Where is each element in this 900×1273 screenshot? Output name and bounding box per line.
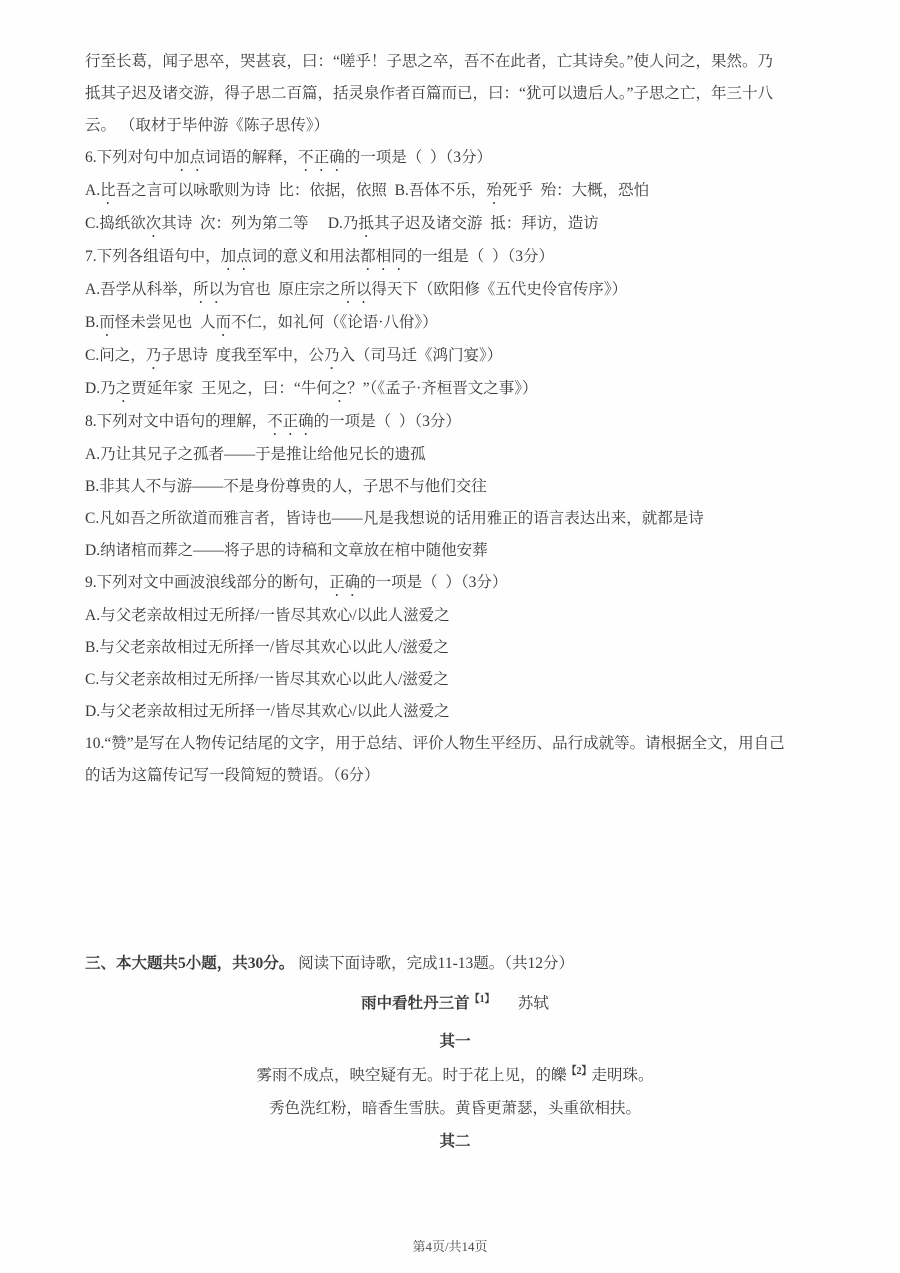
text-segment: 比 [100,182,116,199]
text-segment: A. [85,182,101,199]
q10-text-2 [85,760,825,792]
page-footer: 第4页/共14页 [412,1239,488,1254]
q8-option-b [85,471,825,503]
q6-option-ab [85,175,825,208]
text-segment: 【1】 [469,993,495,1005]
text-segment: 子思诗 度我至军中，公 [161,347,324,364]
text-segment: B. [85,314,100,331]
text-segment: 三、本大题共5小题，共30分。 [85,955,295,972]
text-segment: 9.下列对文中画波浪线部分的断句， [85,574,330,591]
text-segment: 其诗 次：列为第二等 D.乃 [161,215,359,232]
poem-line-1 [85,1060,825,1092]
text-segment: 所以 [193,281,225,298]
text-segment: 云。 （取材于毕仲游《陈子思传》） [85,117,330,134]
q6-stem [85,142,825,175]
text-segment: 其子迟及诸交游 抵：拜访，造访 [373,215,599,232]
q7-option-c [85,340,825,373]
passage-line-1 [85,46,825,78]
q9-stem [85,567,825,600]
text-segment: D.与父老亲故相过无所择一/皆尽其欢心/以此人滋爱之 [85,703,450,720]
text-segment: 次 [145,215,162,232]
text-segment: 阅读下面诗歌，完成11-13题。（共12分） [294,955,574,972]
poem-part-2-label [85,1126,825,1158]
text-segment: 贾延年家 王见之，曰：“牛何 [131,380,332,397]
text-segment: 行至长葛，闻子思卒，哭甚哀，曰：“嗟乎！子思之卒，吾不在此者，亡其诗矣。”使人问之，果然。乃 [85,53,774,70]
text-segment: 雾雨不成点，映空疑有无。时于花上见，的皪 [256,1067,567,1084]
q8-option-d [85,535,825,567]
q7-option-a [85,274,825,307]
q9-option-a [85,600,825,632]
text-segment: 词语的解释， [205,149,299,166]
poem-line-2 [85,1093,825,1125]
poem-part-1-label [85,1026,825,1058]
passage-line-2 [85,78,825,110]
poem-title [85,988,825,1020]
text-segment: A.乃让其兄子之孤者——于是推让给他兄长的遗孤 [85,446,426,463]
text-segment: 入（司马迁《鸿门宴》） [339,347,503,364]
q8-stem [85,406,825,439]
text-segment: A.吾学从科举， [85,281,194,298]
text-segment: 秀色洗红粉，暗香生雪肤。黄昏更萧瑟，头重欲相扶。 [268,1100,641,1117]
text-segment: 不仁，如礼何（《论语·八佾》） [231,314,438,331]
text-segment: 之 [331,380,348,397]
text-segment: 殆 [486,182,502,199]
q7-option-b [85,307,825,340]
q10-text-1 [85,728,825,760]
text-segment: B.非其人不与游——不是身份尊贵的人，子思不与他们交往 [85,478,487,495]
text-segment: 而 [215,314,232,331]
text-segment: 8.下列对文中语句的理解， [85,413,268,430]
text-segment: 的一项是（ ）（3分） [344,149,492,166]
text-segment: D.乃 [85,380,116,397]
text-segment: 吾之言可以咏歌则为诗 比：依据，依照 B.吾体不乐， [115,182,487,199]
q9-option-d [85,696,825,728]
text-segment: 的一组是（ ）（3分） [406,248,554,265]
text-segment: 其二 [439,1133,471,1150]
q8-option-c [85,503,825,535]
text-segment: 得天下（欧阳修《五代史伶官传序》） [371,281,628,298]
text-segment: 乃 [324,347,340,364]
text-segment: 不正确 [298,149,345,166]
text-segment: C.问之， [85,347,146,364]
text-segment: 6.下列对句中 [85,149,175,166]
q7-option-d [85,373,825,406]
q7-stem [85,241,825,274]
text-segment: 的话为这篇传记写一段简短的赞语。（6分） [85,767,380,784]
passage-line-3 [85,110,825,142]
text-segment: ？”（《孟子·齐桓晋文之事》） [347,380,538,397]
text-segment: 都相同 [360,248,407,265]
text-segment: 乃 [145,347,162,364]
text-segment: 正确 [329,574,361,591]
text-segment: 死乎 殆：大概，恐怕 [501,182,650,199]
text-segment: 雨中看牡丹三首 [361,995,470,1012]
text-segment: 不正确 [267,413,314,430]
q9-option-c [85,664,825,696]
q6-option-cd [85,208,825,241]
text-segment: 加点 [174,149,206,166]
text-segment: 抵 [358,215,374,232]
text-segment: 而 [99,314,115,331]
exam-content [85,46,825,1158]
q9-option-b [85,632,825,664]
text-segment: 走明珠。 [591,1067,654,1084]
section-3-heading [85,948,825,980]
text-segment: C.捣纸欲 [85,215,146,232]
text-segment: 的一项是（ ）（3分） [313,413,461,430]
text-segment: A.与父老亲故相过无所择/一皆尽其欢心/以此人滋爱之 [85,607,450,624]
text-segment: 的一项是（ ）（3分） [360,574,508,591]
text-segment: 10.“赞”是写在人物传记结尾的文字，用于总结、评价人物生平经历、品行成就等。请根据全文，用自己 [85,735,785,752]
text-segment: B.与父老亲故相过无所择一/皆尽其欢心以此人/滋爱之 [85,639,449,656]
text-segment: 7.下列各组语句中， [85,248,221,265]
text-segment: 词的意义和用法 [251,248,361,265]
text-segment: 其一 [439,1033,471,1050]
text-segment: D.纳诸棺而葬之——将子思的诗稿和文章放在棺中随他安葬 [85,542,488,559]
text-segment: 怪未尝见也 人 [114,314,216,331]
text-segment: C.凡如吾之所欲道而雅言者，皆诗也——凡是我想说的话用雅正的语言表达出来，就都是诗 [85,510,704,527]
q8-option-a [85,439,825,471]
text-segment: 苏轼 [494,995,549,1012]
text-segment: 之 [115,380,132,397]
text-segment: C.与父老亲故相过无所择/一皆尽其欢心以此人/滋爱之 [85,671,449,688]
text-segment: 为官也 原庄宗之 [224,281,341,298]
text-segment: 所以 [340,281,372,298]
text-segment: 加点 [220,248,252,265]
text-segment: 【2】 [566,1065,592,1077]
text-segment: 抵其子迟及诸交游，得子思二百篇，括灵泉作者百篇而已，曰：“犹可以遗后人。”子思之亡，年三十八 [85,85,774,102]
